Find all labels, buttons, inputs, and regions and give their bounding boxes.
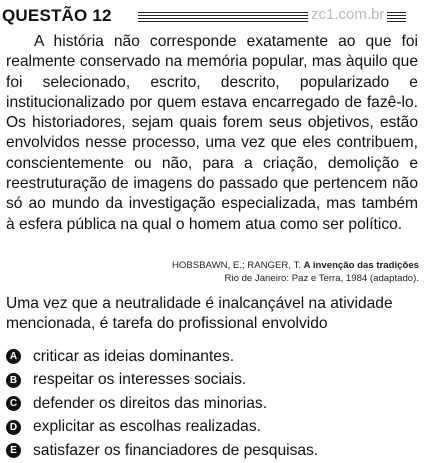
option-d[interactable] [6,416,418,440]
source-authors: HOBSBAWN, E.; RANGER, T. [171,260,301,271]
question-header [2,6,425,26]
stem-line-2: mencionada, é tarefa do profissional envolvido [6,315,328,332]
option-letter-icon: C [6,396,21,411]
option-text: explicitar as escolhas realizadas. [33,418,261,436]
passage-text [6,32,418,235]
source-book-title: A invenção das tradições [303,260,419,271]
stem-line-1: Uma vez que a neutralidade é inalcançável na atividade [6,295,393,312]
option-c[interactable] [6,392,418,416]
question-title: QUESTÃO 12 [2,6,112,25]
option-text: defender os direitos das minorias. [33,394,268,412]
source-details: Rio de Janeiro: Paz e Terra, 1984 (adaptado). [224,273,419,284]
question-stem [6,294,418,334]
option-text: respeitar os interesses sociais. [33,371,247,389]
passage-paragraph: A história não corresponde exatamente ao que foi realmente conservado na memória popular, mas àquilo que foi selecionado, escrito, descrito, popularizado e institucionalizado por quem estava encarregado de fazê-lo. Os historiadores, sejam quais forem seus objetivos, estão envolvidos nesse processo, uma vez que eles contribuem, conscientemente ou não, para a criação, demolição e reestruturação de imagens do passado que pertencem não só ao mundo da investigação especializada, mas também à esfera pública na qual o homem atua como ser político. [6,33,418,233]
answer-options [6,345,418,463]
option-a[interactable] [6,345,418,369]
option-text: criticar as ideias dominantes. [33,347,235,365]
option-text: satisfazer os financiadores de pesquisas. [33,441,319,459]
option-e[interactable] [6,439,418,463]
option-letter-icon: D [6,420,21,435]
option-letter-icon: E [6,443,21,458]
option-letter-icon: B [6,373,21,388]
source-citation [172,259,419,285]
option-b[interactable] [6,369,418,393]
watermark: zc1.com.br [308,6,387,23]
option-letter-icon: A [6,349,21,364]
